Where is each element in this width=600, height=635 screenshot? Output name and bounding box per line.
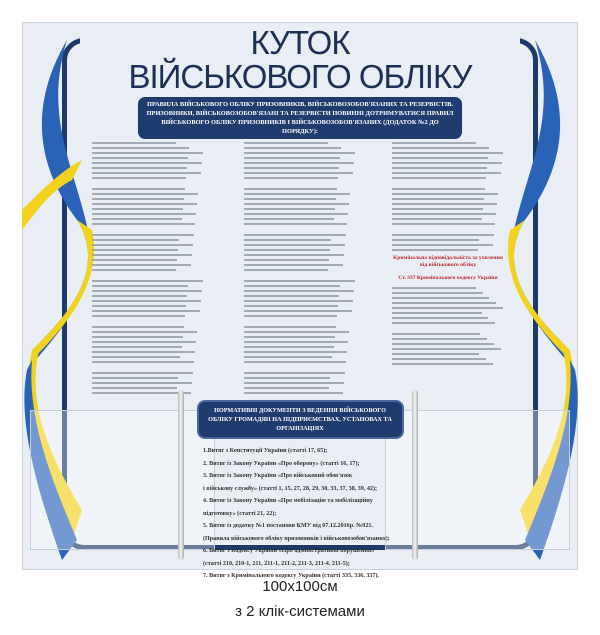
text-line [392,157,488,159]
click-system-right [412,390,418,560]
doc-item: і військову службу» (статті 1, 15, 27, 28, 29, 30, 33, 37, 38, 39, 42); [203,485,378,492]
text-line [92,203,197,205]
text-line [92,341,196,343]
text-line [392,244,493,246]
text-line [392,208,483,210]
text-line [92,244,193,246]
text-line [244,336,335,338]
text-line [244,341,348,343]
text-line [392,223,495,225]
text-line [392,234,494,236]
text-line [92,331,197,333]
text-line [392,333,480,335]
text-line [392,363,493,365]
text-line [92,387,177,389]
text-line [92,372,193,374]
doc-item: (статті 210, 210-1, 211, 211-1, 211-2, 211-3, 211-4, 211-5); [203,560,350,567]
text-line [92,336,183,338]
doc-item: 7. Витяг з Кримінального кодексу України (статті 335, 336, 337). [203,573,380,579]
text-line [244,244,345,246]
text-line [392,193,498,195]
text-line [92,361,194,363]
text-line [244,254,344,256]
text-line [244,152,355,154]
text-line [244,162,354,164]
text-line [92,259,177,261]
text-line [244,331,349,333]
text-line [392,302,496,304]
text-line [244,234,346,236]
text-line [244,239,331,241]
text-line [92,392,191,394]
text-line [392,152,503,154]
text-line [92,382,192,384]
text-line [392,203,497,205]
text-line [244,208,335,210]
text-line [244,387,329,389]
text-line [244,269,328,271]
text-line [392,239,479,241]
text-line [92,147,189,149]
text-line [244,249,330,251]
text-line [244,392,343,394]
text-line [92,193,198,195]
docs-list [195,445,405,583]
text-line [392,198,484,200]
text-line [244,290,354,292]
text-line [244,372,345,374]
doc-item: 4. Витяг із Закону України «Про мобілізацію та мобілізаційну [203,498,373,504]
liability-heading: Кримінальна відповідальність за ухилення від військового обліку [393,255,503,268]
text-line [244,285,340,287]
doc-item: 1.Витяг з Конституції України (статті 17, 65); [203,448,328,454]
text-line [392,358,486,360]
click-system-left [178,390,184,560]
text-line [92,208,183,210]
text-line [92,264,191,266]
text-line [92,269,176,271]
text-line [244,203,349,205]
text-line [244,218,334,220]
doc-item: 6. Витяг з Кодексу України «Про адміністративні порушення» [203,548,375,554]
text-line [92,346,182,348]
text-line [244,198,336,200]
text-line [392,292,483,294]
text-line [392,167,487,169]
text-line [392,307,503,309]
text-line [92,152,203,154]
text-line [92,142,176,144]
text-line [92,300,201,302]
rules-column-3 [392,142,504,368]
doc-item: (Правила військового обліку призовників і військовозобов'язаних); [203,535,390,542]
text-line [392,353,479,355]
text-line [244,356,332,358]
stand-title [80,26,520,94]
text-line [244,377,330,379]
text-line [244,295,339,297]
size-caption: 100х100см [262,578,338,595]
text-line [392,162,502,164]
text-line [392,172,501,174]
text-line [92,177,186,179]
docs-header: НОРМАТИВНІ ДОКУМЕНТИ З ВЕДЕННЯ ВІЙСЬКОВОГО ОБЛІКУ ГРОМАДЯН НА ПІДПРИЄМСТВАХ, УСТАНОВАХ ТА ОРГАНІЗАЦІЯХ [197,400,404,439]
text-line [392,348,501,350]
text-line [244,280,355,282]
text-line [392,213,496,215]
left-pocket [30,410,215,550]
doc-item: підготовку» (статті 21, 22); [203,510,277,517]
text-line [244,361,346,363]
text-line [92,162,202,164]
text-line [244,193,350,195]
text-line [244,315,337,317]
doc-item: 3. Витяг із Закону України «Про військовий обов'язок [203,473,353,479]
text-line [244,167,339,169]
text-line [244,326,336,328]
rules-column-2 [244,142,356,397]
title-line-2: ВІЙСЬКОВОГО ОБЛІКУ [128,58,472,95]
title-line-1: КУТОК [250,24,350,61]
click-system-caption: з 2 клік-системами [235,603,365,620]
text-line [392,287,476,289]
text-line [244,157,340,159]
text-line [392,312,482,314]
text-line [92,157,188,159]
rules-column-1 [92,142,204,397]
text-line [92,223,195,225]
text-line [392,297,489,299]
liability-article: Ст. 337 Кримінального кодексу України [398,275,498,281]
text-line [92,172,201,174]
text-line [392,317,488,319]
text-line [92,290,202,292]
text-line [92,188,185,190]
text-line [92,351,195,353]
text-line [244,382,344,384]
text-line [92,213,196,215]
text-line [244,147,341,149]
text-line [92,377,178,379]
text-line [92,198,184,200]
text-line [92,280,203,282]
doc-item: 2. Витяг із Закону України «Про оборону» (статті 16, 17); [203,460,360,467]
text-line [92,285,188,287]
text-line [92,234,194,236]
text-line [92,305,186,307]
text-line [92,167,187,169]
text-line [92,315,185,317]
text-line [244,351,347,353]
text-line [92,239,179,241]
text-line [392,142,476,144]
text-line [244,213,348,215]
text-line [244,172,353,174]
text-line [392,343,494,345]
text-line [244,264,343,266]
text-line [92,218,182,220]
text-line [244,142,328,144]
docs-section [190,400,410,583]
text-line [244,310,352,312]
text-line [92,310,200,312]
text-line [92,356,180,358]
text-line [92,254,192,256]
text-line [392,188,485,190]
text-line [92,326,184,328]
text-line [244,346,334,348]
text-line [244,305,338,307]
text-line [392,249,478,251]
text-line [244,259,329,261]
rules-header: ПРАВИЛА ВІЙСЬКОВОГО ОБЛІКУ ПРИЗОВНИКІВ, ВІЙСЬКОВОЗОБОВ'ЯЗАНИХ ТА РЕЗЕРВІСТІВ. ПРИЗОВНИКИ, ВІЙСЬКОВОЗОБОВ'ЯЗАНІ ТА РЕЗЕРВІСТИ ПОВИННІ ДОТРИМУВАТИСЯ ПРАВИЛ ВІЙСЬКОВОГО ОБЛІКУ ПРИЗОВНИКІВ І ВІЙСЬКОВОЗОБОВ'ЯЗАНИХ (ДОДАТОК №2 ДО ПОРЯДКУ): [138,97,462,139]
doc-item: 5. Витяг із додатку №1 постанови КМУ від 07.12.2016р. №921. [203,523,373,529]
text-line [244,223,347,225]
text-line [392,338,487,340]
text-line [392,147,489,149]
text-line [244,188,337,190]
text-line [92,249,178,251]
text-line [244,300,353,302]
text-line [244,177,338,179]
text-line [392,322,495,324]
text-line [92,295,187,297]
text-line [392,177,486,179]
text-line [392,218,482,220]
